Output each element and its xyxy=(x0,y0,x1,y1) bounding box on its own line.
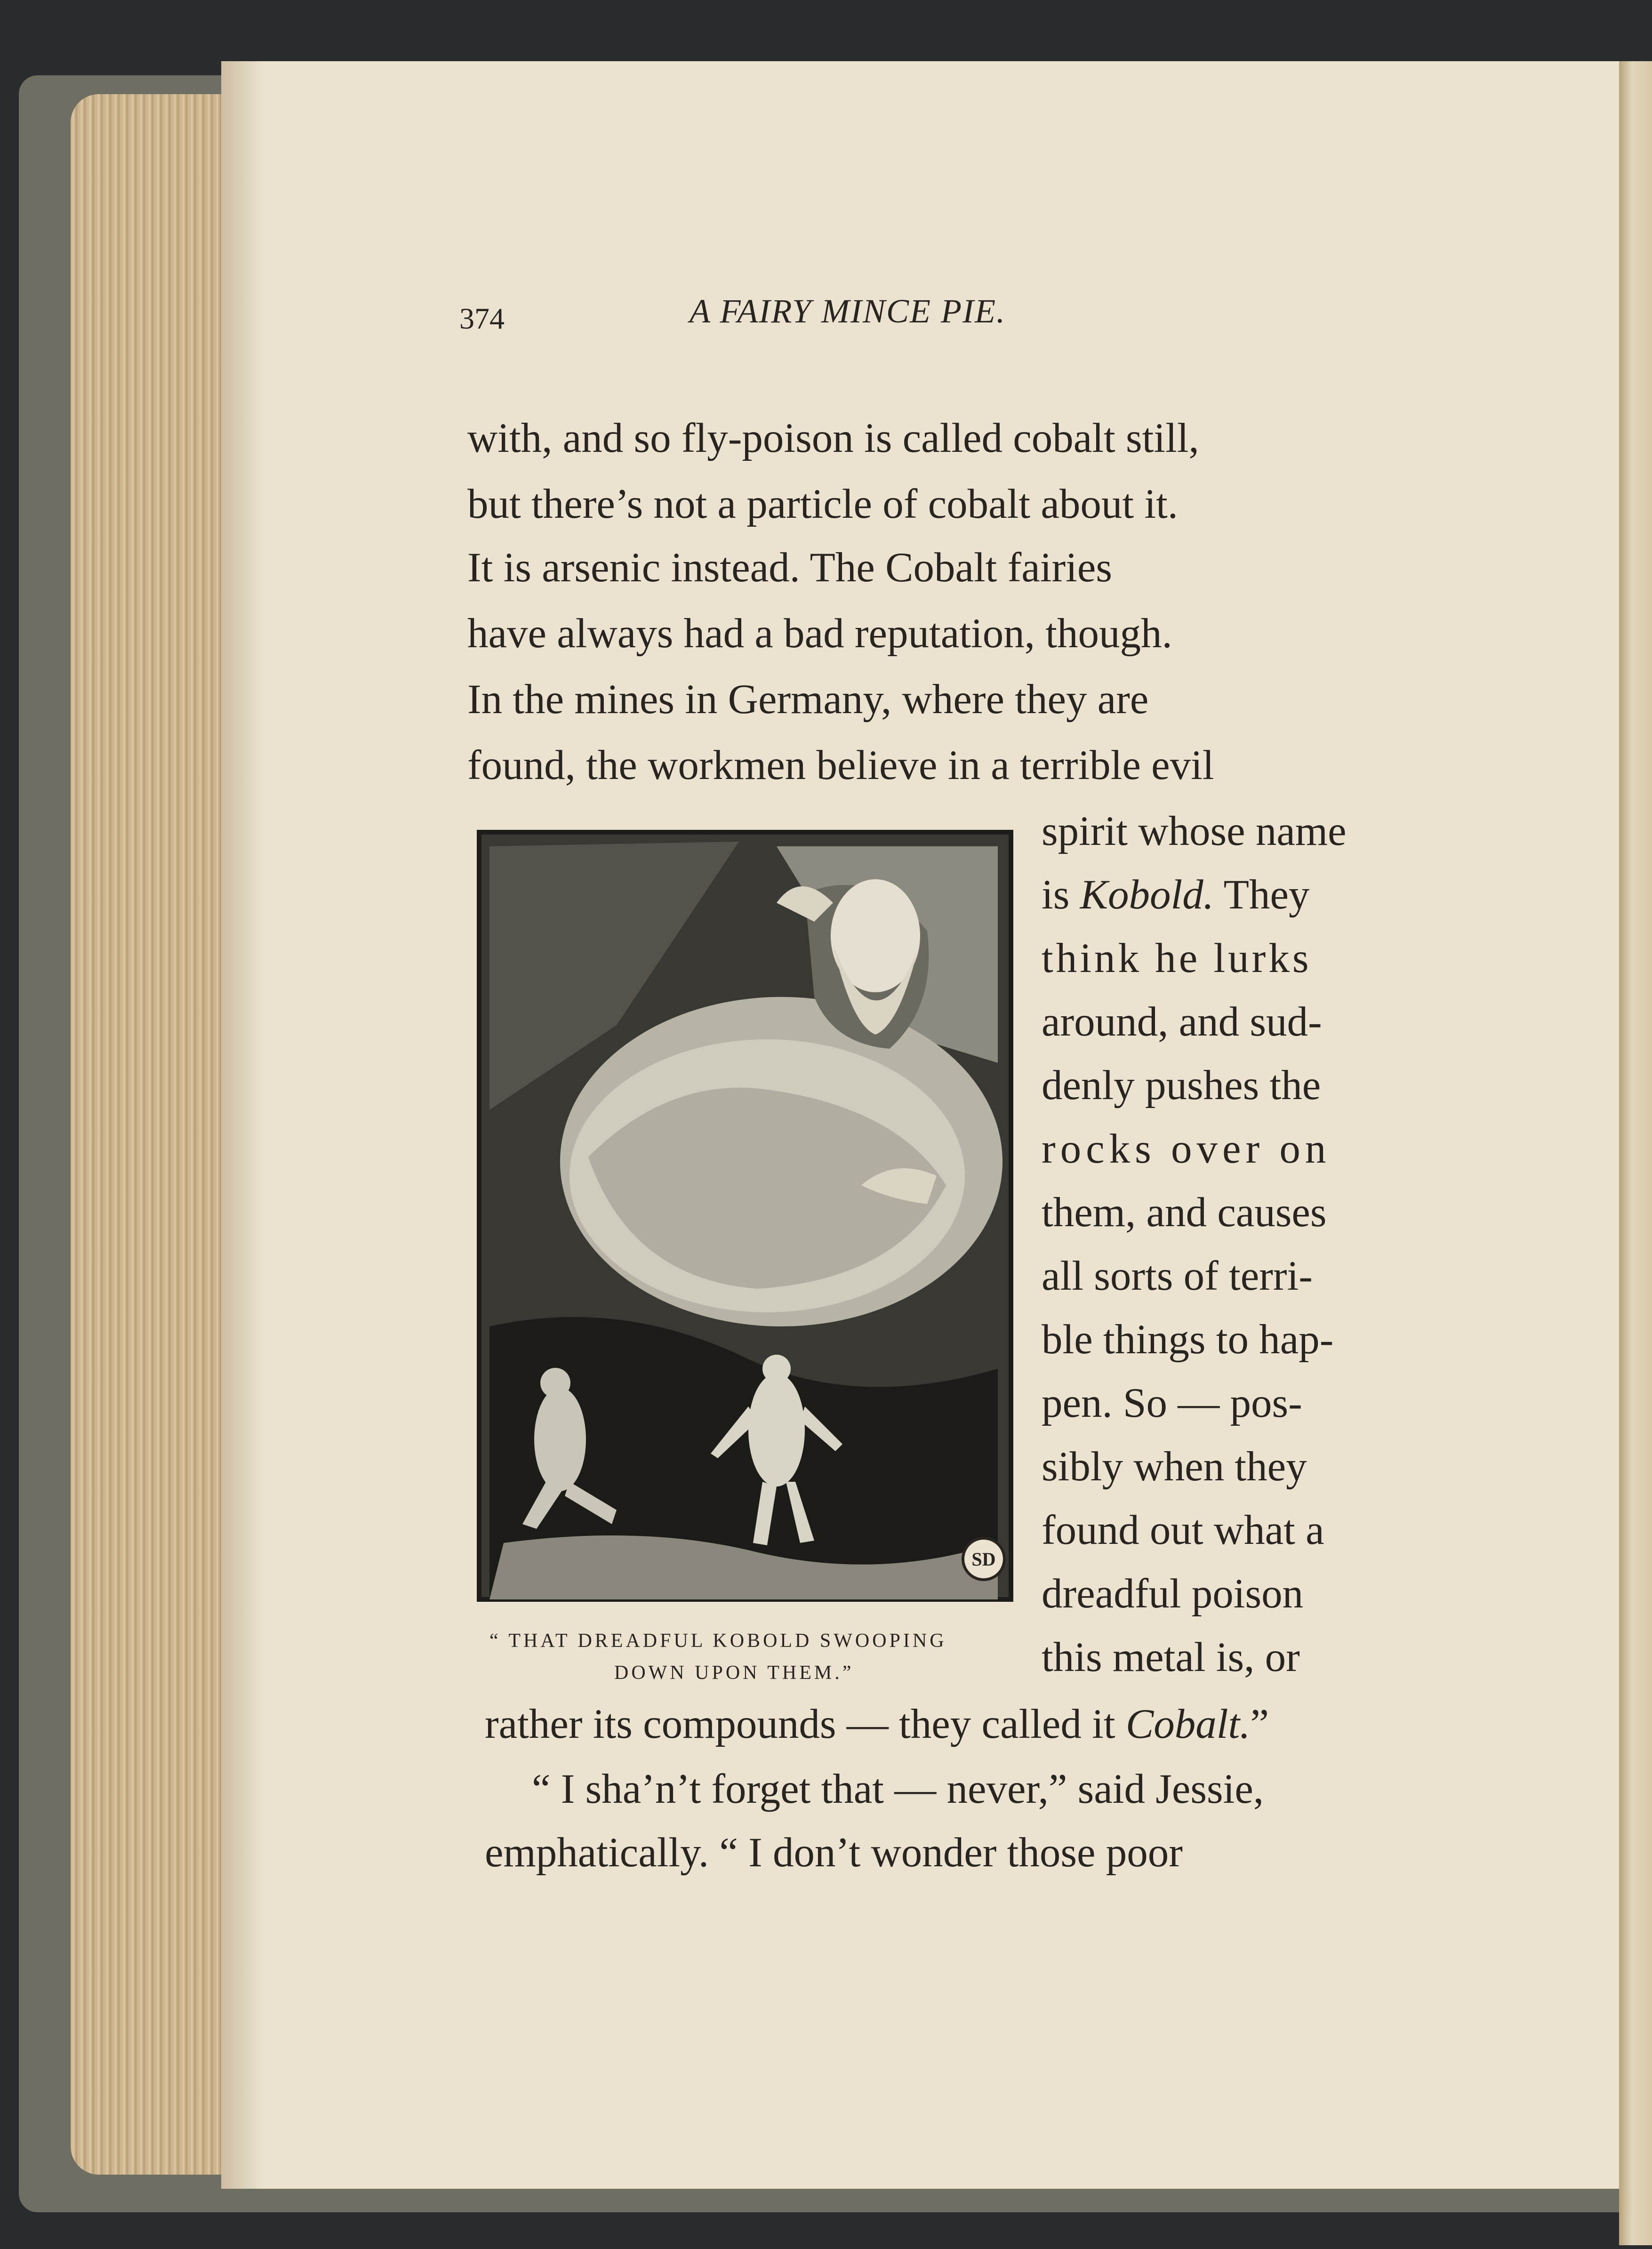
body-line: found, the workmen believe in a terrible evil xyxy=(467,742,1214,788)
wrap-line: is Kobold. They xyxy=(1042,872,1310,918)
wrap-line: rocks over on xyxy=(1042,1126,1331,1172)
body-line: emphatically. “ I don’t wonder those poor xyxy=(485,1830,1183,1876)
kobold-illustration xyxy=(475,827,1017,1604)
wrap-line: around, and sud- xyxy=(1042,999,1322,1045)
body-line: “ I sha’n’t forget that — never,” said Jessie, xyxy=(532,1766,1264,1812)
artist-monogram xyxy=(960,1535,1007,1582)
body-line: In the mines in Germany, where they are xyxy=(467,676,1149,723)
page-edges xyxy=(71,94,226,2175)
wrap-line: denly pushes the xyxy=(1042,1062,1321,1108)
body-line: rather its compounds — they called it Cobalt.” xyxy=(485,1701,1269,1747)
wrap-line: pen. So — pos- xyxy=(1042,1380,1302,1426)
body-line: have always had a bad reputation, though. xyxy=(467,610,1172,657)
illustration-caption-line-2: DOWN UPON THEM.” xyxy=(614,1662,854,1684)
wrap-line: them, and causes xyxy=(1042,1189,1327,1236)
body-line: with, and so fly-poison is called cobalt still, xyxy=(467,415,1199,461)
wrap-line: found out what a xyxy=(1042,1507,1324,1553)
wrap-line: this metal is, or xyxy=(1042,1634,1300,1680)
wrap-line: all sorts of terri- xyxy=(1042,1253,1313,1299)
wrap-line: dreadful poison xyxy=(1042,1571,1304,1617)
svg-text:SD: SD xyxy=(971,1549,996,1570)
illustration-caption-line-1: “ THAT DREADFUL KOBOLD SWOOPING xyxy=(489,1630,947,1652)
body-line: but there’s not a particle of cobalt about it. xyxy=(467,481,1179,527)
wrap-line: spirit whose name xyxy=(1042,808,1347,854)
wrap-line: sibly when they xyxy=(1042,1444,1307,1490)
body-line: It is arsenic instead. The Cobalt fairies xyxy=(467,545,1113,591)
gutter-shadow xyxy=(221,61,264,2189)
page-number: 374 xyxy=(459,302,505,335)
running-head: A FAIRY MINCE PIE. xyxy=(690,292,1006,330)
wrap-line: ble things to hap- xyxy=(1042,1317,1334,1363)
facing-page-edge xyxy=(1619,61,1652,2245)
wrap-line: think he lurks xyxy=(1042,935,1312,981)
